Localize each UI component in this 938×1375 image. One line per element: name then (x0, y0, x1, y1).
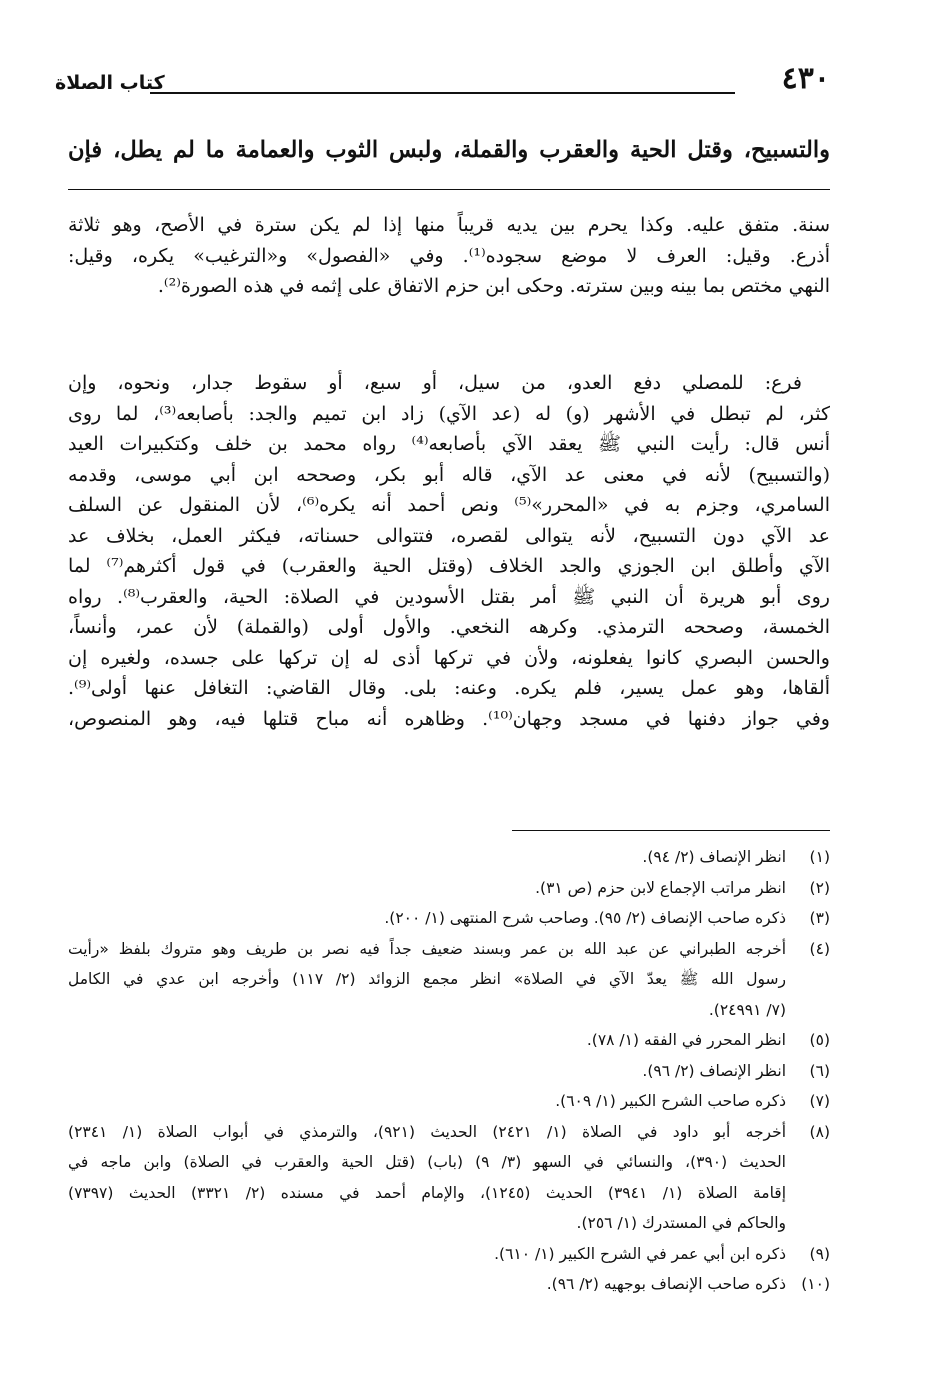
footnote-line: ذكره صاحب الإنصاف (٢/ ٩٥). وصاحب شرح المنتهى (١/ ٢٠٠). (384, 909, 786, 927)
text-line: السامري، وجزم به في «المحرر»⁽⁵⁾ ونص أحمد أنه يكره⁽⁶⁾، لأن المنقول عن السلف (68, 494, 830, 516)
commentary-paragraph-2 (68, 368, 830, 734)
text-line: روى أبو هريرة أن النبي ﷺ أمر بقتل الأسودين في الصلاة: الحية، والعقرب⁽⁸⁾. رواه (68, 585, 830, 608)
footnotes (68, 842, 830, 1300)
footnote-8 (68, 1117, 830, 1239)
footnote-line: أخرجه الطبراني عن عبد الله بن عمر وبسند ضعيف جداً فيه نصر بن طريف وهو متروك بلفظ «رأيت (68, 939, 786, 958)
text-line: كثر، لم تبطل في الأشهر (و) له (عد الآي) زاد ابن تميم والجد: بأصابعه⁽³⁾، لما روى (68, 402, 830, 425)
page-number: ٤٣٠ (781, 61, 830, 96)
footnote-number: (٩) (809, 1244, 830, 1263)
matn-text: والتسبيح، وقتل الحية والعقرب والقملة، ولبس الثوب والعمامة ما لم يطل، فإن (68, 137, 830, 163)
book-title: كتاب الصلاة (55, 72, 165, 94)
text-line: النهي مختص بما بينه وبين سترته. وحكى ابن حزم الاتفاق على إثمه في هذه الصورة⁽²⁾. (157, 275, 830, 297)
footnote-number: (٣) (809, 909, 830, 927)
footnote-number: (١) (809, 848, 830, 866)
footnote-line: والحاكم في المستدرك (١/ ٢٥٦). (576, 1214, 786, 1232)
text-line: فرع: للمصلي دفع العدو، من سيل، أو سبع، أو سقوط جدار، ونحوه، وإن (68, 372, 802, 394)
footnote-line: انظر الإنصاف (٢/ ٩٤). (642, 848, 786, 866)
footnote-number: (١٠) (801, 1275, 830, 1293)
footnote-2 (68, 873, 830, 904)
footnote-5 (68, 1025, 830, 1056)
text-line: ألقاها، وهو عمل يسير، فلم يكره. وعنه: بلى. وقال القاضي: التغافل عنها أولى⁽⁹⁾. (68, 677, 830, 699)
text-line: أنس قال: رأيت النبي ﷺ يعقد الآي بأصابعه⁽⁴⁾ رواه محمد بن خلف وكتكبيرات العيد (68, 433, 830, 455)
footnote-number: (٢) (809, 878, 830, 897)
text-line: الآي وأطلق ابن الجوزي والجد الخلاف (وقتل الحية والعقرب) في قول أكثرهم⁽⁷⁾ لما (68, 555, 830, 577)
text-line: وفي جواز دفنها في مسجد وجهان⁽¹⁰⁾. وظاهره أنه مباح قتلها فيه، وهو المنصوص، (68, 707, 830, 730)
footnote-line: الحديث (٣٩٠)، والنسائي في السهو (٣/ ٩) (باب) (قتل الحية والعقرب في الصلاة) وابن ماجه في (68, 1153, 786, 1171)
footnote-number: (٦) (809, 1061, 830, 1080)
footnote-line: انظر مراتب الإجماع لابن حزم (ص ٣١). (535, 878, 786, 897)
footnote-line: انظر الإنصاف (٢/ ٩٦). (642, 1061, 786, 1080)
text-line: الخمسة، وصححه الترمذي. وكرهه النخعي. والأول أولى (والقملة) لأن عمر، وأنساً، (68, 616, 830, 638)
footnote-7 (68, 1086, 830, 1117)
footnote-4 (68, 934, 830, 1026)
running-header (55, 60, 830, 100)
footnote-number: (٤) (809, 939, 830, 958)
footnote-line: ذكره صاحب الإنصاف بوجهيه (٢/ ٩٦). (546, 1275, 786, 1293)
footnote-number: (٧) (809, 1092, 830, 1110)
footnote-1 (68, 842, 830, 873)
footnote-line: إقامة الصلاة (١/ ٣٩٤١) الحديث (١٢٤٥)، والإمام أحمد في مسنده (٢/ ٣٣٢١) الحديث (٧٣٩٧) (68, 1183, 786, 1202)
footnote-line: أخرجه أبو داود في الصلاة (١/ ٢٤٢١) الحديث (٩٢١)، والترمذي في أبواب الصلاة (١/ ٢٣٤١) (68, 1122, 786, 1141)
matn-divider (68, 189, 830, 190)
footnote-3 (68, 903, 830, 934)
footnote-number: (٥) (809, 1031, 830, 1049)
footnote-line: رسول الله ﷺ يعدّ الآي في الصلاة» انظر مجمع الزوائد (٢/ ١١٧) وأخرجه ابن عدي في الكامل (68, 970, 786, 988)
footnote-9 (68, 1239, 830, 1270)
text-line: أذرع. وقيل: العرف لا موضع سجوده⁽¹⁾. وفي «الفصول» و«الترغيب» يكره، وقيل: (68, 244, 830, 267)
footnote-10 (68, 1269, 830, 1300)
text-line: والحسن البصري كانوا يفعلونه، ولأن في تركها أذى له إن تركها على جسده، ولغيره إن (68, 646, 830, 669)
footnote-line: (٧/ ٢٤٩٩١). (708, 1000, 786, 1019)
text-line: (والتسبيح) لأنه في معنى عد الآي، قاله أبو بكر، وصححه ابن أبي موسى، وقدمه (68, 463, 830, 486)
footnote-line: انظر المحرر في الفقه (١/ ٧٨). (586, 1031, 786, 1049)
footnote-6 (68, 1056, 830, 1087)
footnote-line: ذكره ابن أبي عمر في الشرح الكبير (١/ ٦١٠). (494, 1244, 786, 1263)
footnote-separator (512, 830, 830, 831)
footnote-number: (٨) (809, 1122, 830, 1141)
commentary-paragraph-1 (68, 210, 830, 302)
header-rule (150, 92, 735, 94)
footnote-line: ذكره صاحب الشرح الكبير (١/ ٦٠٩). (555, 1092, 786, 1110)
text-line: سنة. متفق عليه. وكذا يحرم بين يديه قريباً منها إذا لم يكن سترة في الأصح، وهو ثلاثة (68, 214, 830, 236)
text-line: عد الآي دون التسبيح، لأنه يتوالى لقصره، فتتوالى حسناته، فيكثر العمل، بخلاف عد (68, 524, 830, 547)
